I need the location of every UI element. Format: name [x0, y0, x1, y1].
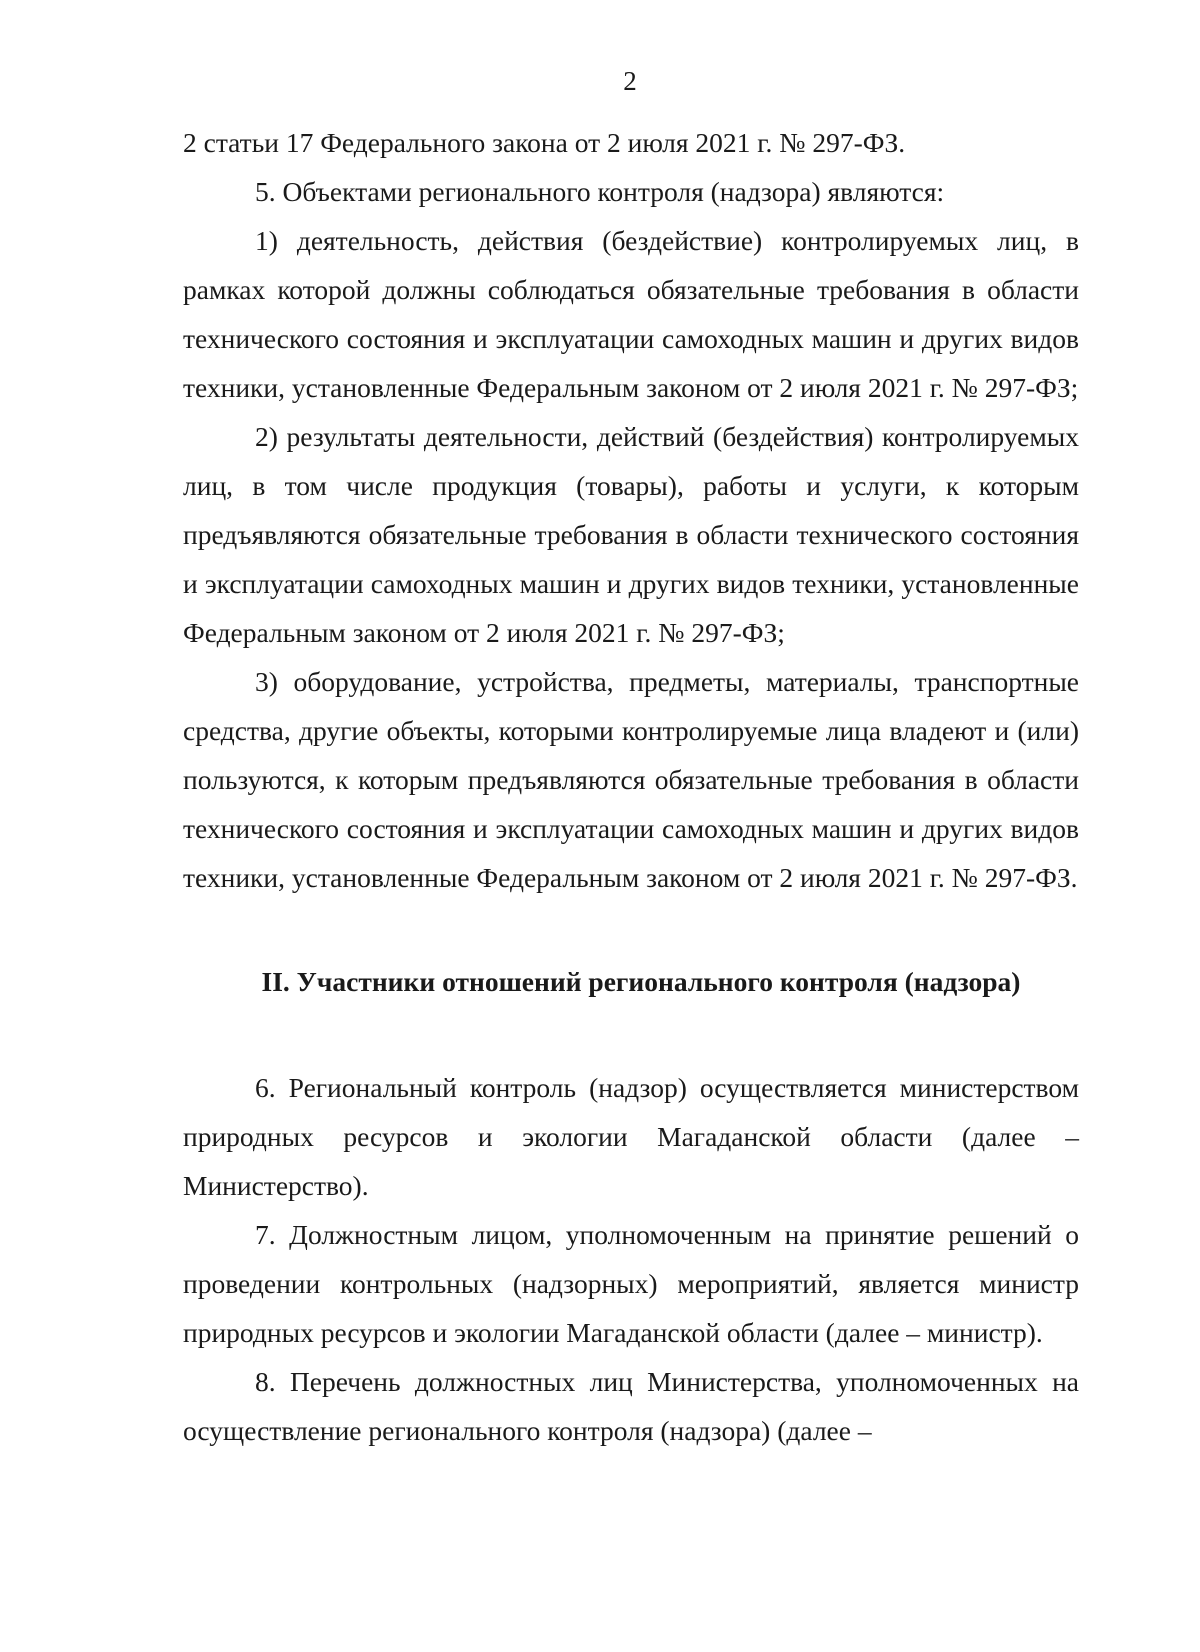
section-heading: II. Участники отношений регионального контроля (надзора) [261, 966, 1021, 997]
paragraph-item-5: 5. Объектами регионального контроля (надзора) являются: [255, 176, 945, 207]
document-body [183, 118, 1079, 1455]
paragraph-subitem-2: 2) результаты деятельности, действий (бездействия) контролируемых лиц, в том числе продукция (товары), работы и услуги, к которым предъявляются обязательные требования в области технического состояния и эксплуатации самоходных машин и других видов техники, установленные Федеральным законом от 2 июля 2021 г. № 297-ФЗ; [183, 421, 1079, 648]
paragraph-continuation: 2 статьи 17 Федерального закона от 2 июля 2021 г. № 297-ФЗ. [183, 127, 906, 158]
paragraph-item-7: 7. Должностным лицом, уполномоченным на принятие решений о проведении контрольных (надзорных) мероприятий, является министр природных ресурсов и экологии Магаданской области (далее – министр). [183, 1219, 1079, 1348]
paragraph-item-8: 8. Перечень должностных лиц Министерства, уполномоченных на осуществление регионального контроля (надзора) (далее – [183, 1366, 1079, 1446]
page-number: 2 [623, 66, 637, 96]
paragraph-subitem-3: 3) оборудование, устройства, предметы, материалы, транспортные средства, другие объекты, которыми контролируемые лица владеют и (или) пользуются, к которым предъявляются обязательные требования в области технического состояния и эксплуатации самоходных машин и других видов техники, установленные Федеральным законом от 2 июля 2021 г. № 297-ФЗ. [183, 666, 1079, 893]
paragraph-item-6: 6. Региональный контроль (надзор) осуществляется министерством природных ресурсов и экологии Магаданской области (далее – Министерство). [183, 1072, 1079, 1201]
paragraph-subitem-1: 1) деятельность, действия (бездействие) контролируемых лиц, в рамках которой должны соблюдаться обязательные требования в области технического состояния и эксплуатации самоходных машин и других видов техники, установленные Федеральным законом от 2 июля 2021 г. № 297-ФЗ; [183, 225, 1079, 403]
